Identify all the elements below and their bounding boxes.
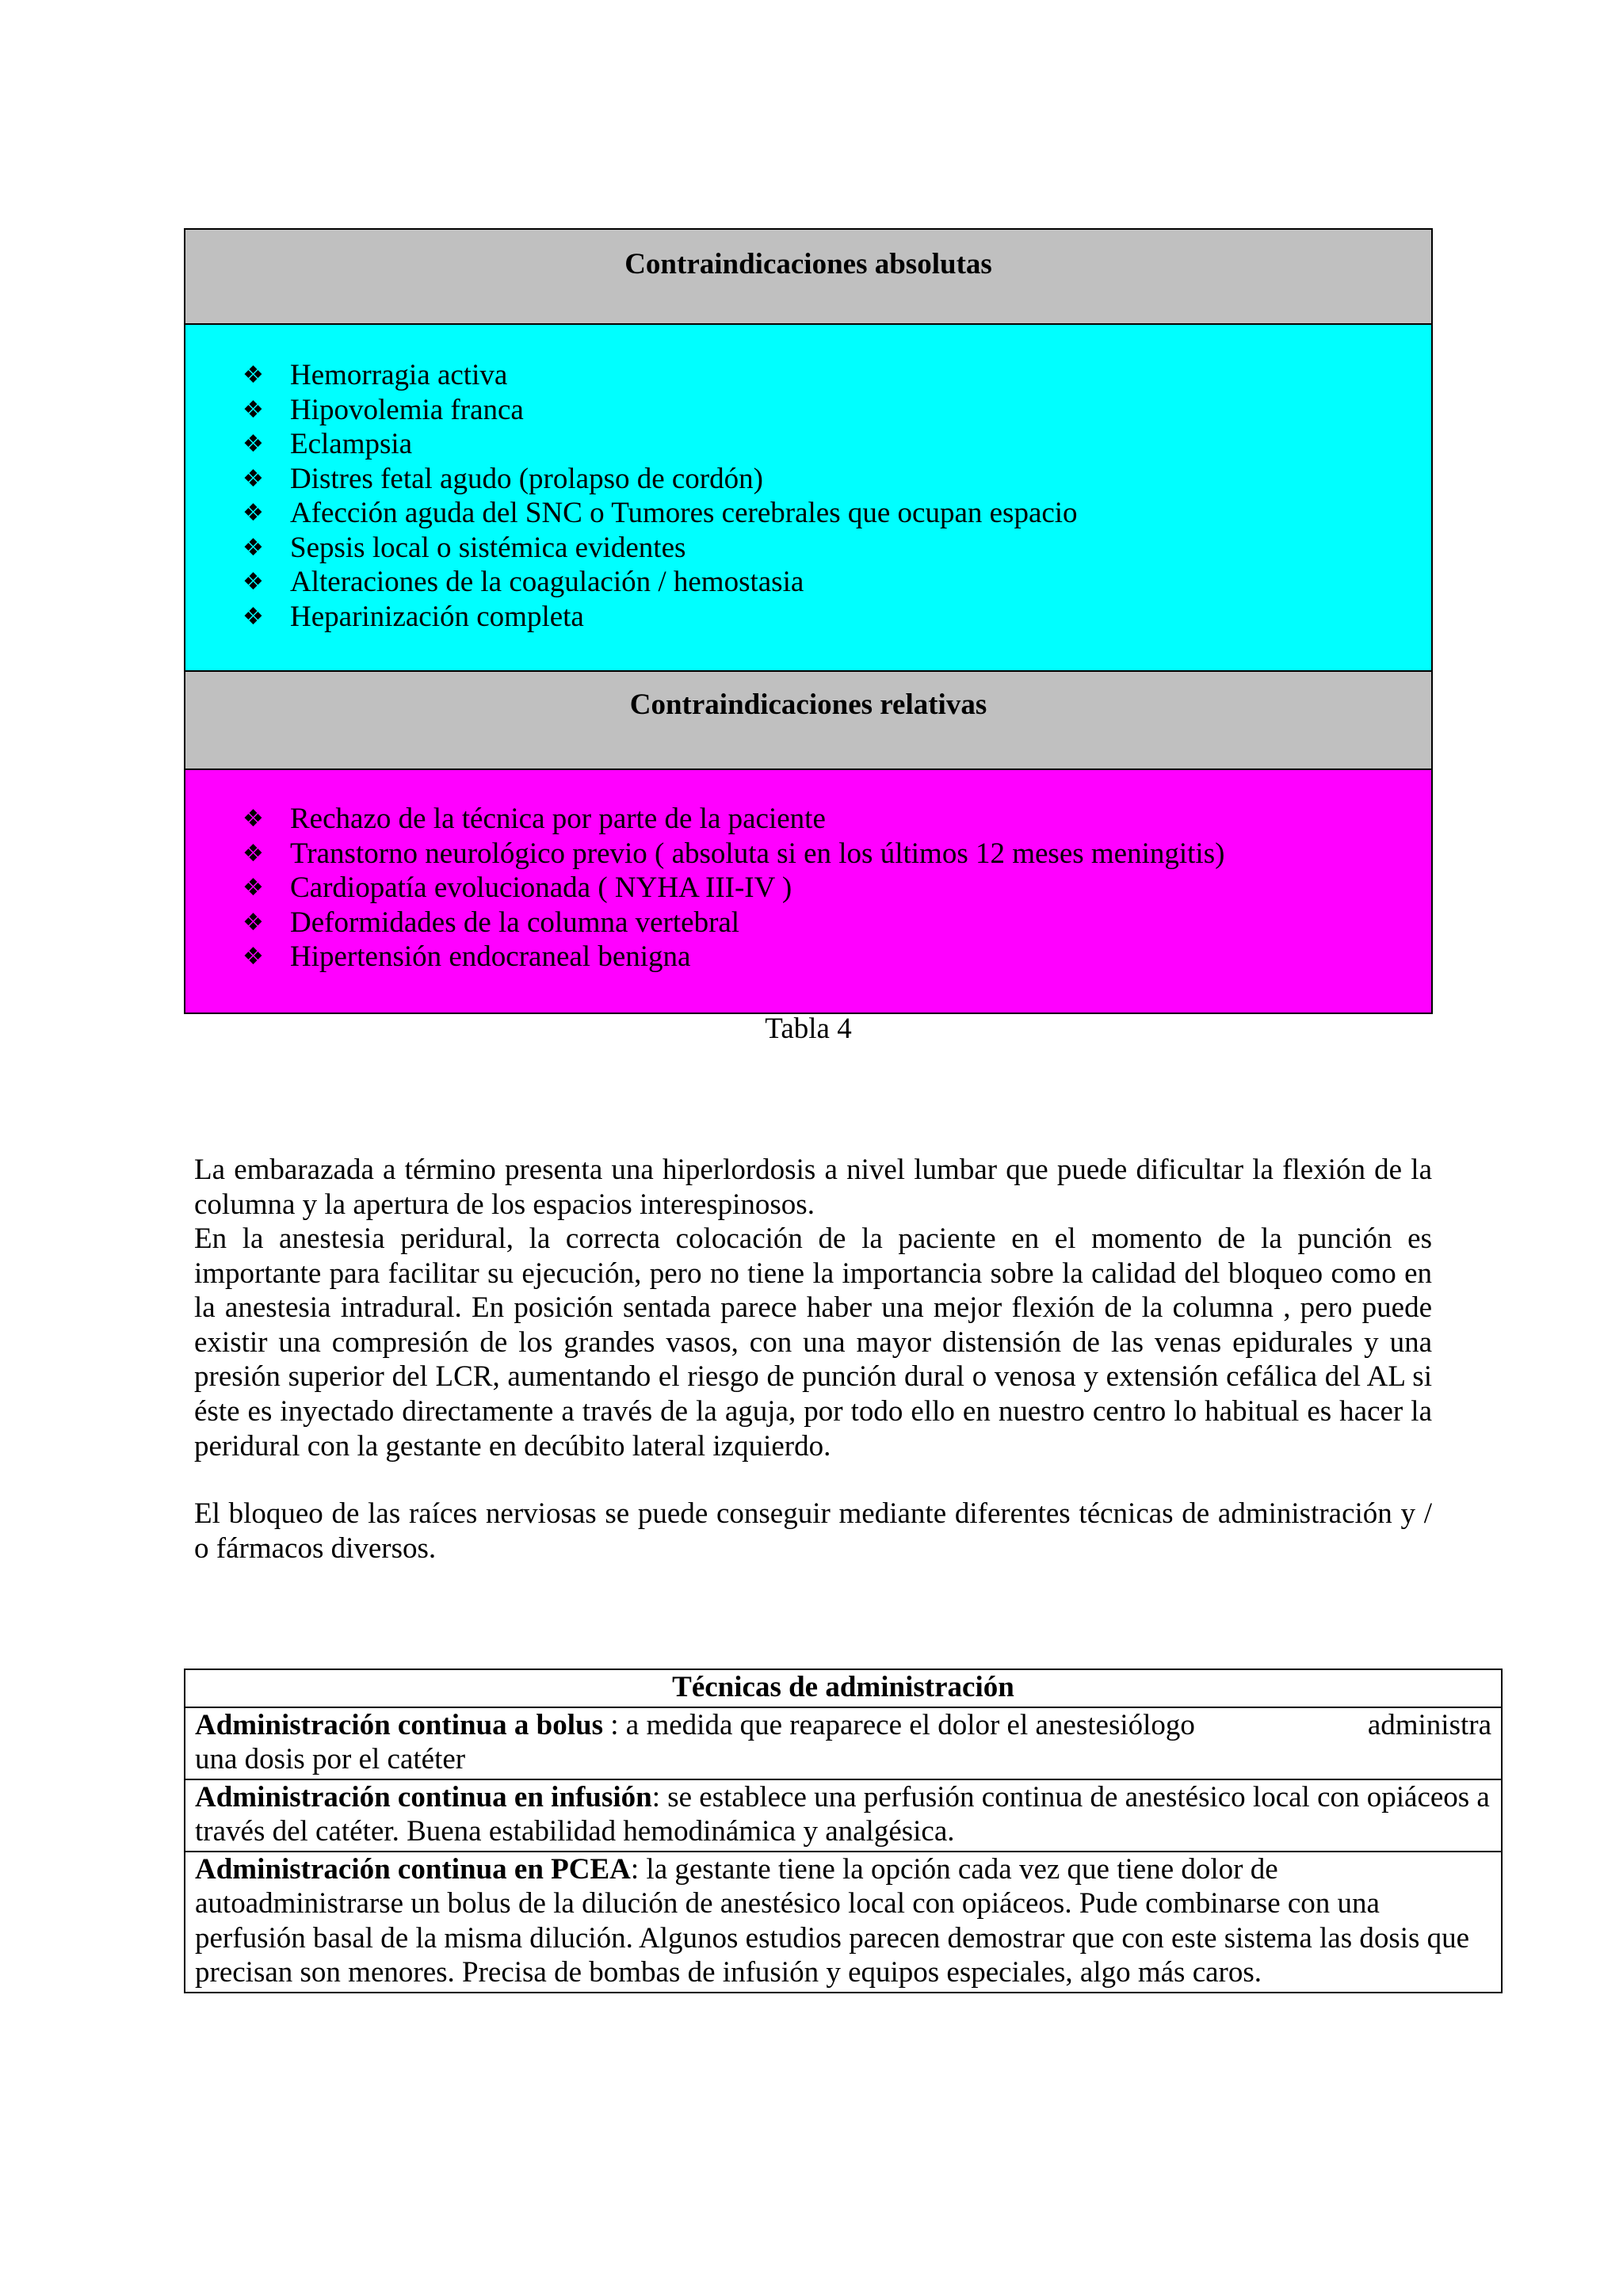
technique-text-pcea: : la gestante tiene la opción cada vez que tiene dolor de autoadministrarse un bolus de la dilución de anestésico local con opiáceos. Pude combinarse con una perfusión basal de la misma dilución. Algunos estudios parecen demostrar que con este sistema las dosis que precisan son menores. Precisa de bombas de infusión y equipos especiales, algo más caros. [195, 1852, 1470, 1989]
diamond-bullet-icon: ❖ [242, 874, 264, 902]
list-item [242, 462, 1431, 497]
absolute-contraindications-list [185, 358, 1431, 634]
list-item-text: Afección aguda del SNC o Tumores cerebrales que ocupan espacio [290, 497, 1078, 529]
diamond-bullet-icon: ❖ [242, 533, 264, 562]
technique-label-pcea: Administración continua en PCEA [195, 1852, 631, 1886]
techniques-table [184, 1669, 1503, 1993]
contraindications-table [184, 228, 1433, 1014]
technique-cell-infusion [185, 1779, 1502, 1852]
diamond-bullet-icon: ❖ [242, 943, 264, 971]
list-item-text: Deformidades de la columna vertebral [290, 906, 740, 939]
technique-label-bolus: Administración continua a bolus [195, 1708, 604, 1741]
list-item-text: Rechazo de la técnica por parte de la paciente [290, 803, 826, 835]
relative-contraindications-list [185, 802, 1431, 974]
list-item [242, 531, 1431, 566]
diamond-bullet-icon: ❖ [242, 395, 264, 424]
diamond-bullet-icon: ❖ [242, 430, 264, 458]
diamond-bullet-icon: ❖ [242, 805, 264, 833]
technique-row-infusion [185, 1779, 1502, 1852]
diamond-bullet-icon: ❖ [242, 464, 264, 493]
technique-text-bolus-line2: una dosis por el catéter [195, 1743, 466, 1775]
list-item-text: Alteraciones de la coagulación / hemostasia [290, 566, 804, 598]
technique-row-pcea [185, 1852, 1502, 1993]
list-item-text: Heparinización completa [290, 600, 584, 633]
technique-row-bolus [185, 1707, 1502, 1779]
list-item-text: Distres fetal agudo (prolapso de cordón) [290, 462, 763, 495]
list-item [242, 837, 1431, 871]
absolute-contraindications-header: Contraindicaciones absolutas [185, 230, 1431, 325]
paragraph-hiperlordosis: La embarazada a término presenta una hiperlordosis a nivel lumbar que puede dificultar la flexión de la columna y la apertura de los espacios interespinosos. [194, 1154, 1432, 1221]
diamond-bullet-icon: ❖ [242, 839, 264, 868]
list-item [242, 496, 1431, 531]
list-item-text: Cardiopatía evolucionada ( NYHA III-IV ) [290, 871, 792, 904]
list-item-text: Eclampsia [290, 428, 413, 460]
list-item [242, 358, 1431, 393]
list-item [242, 427, 1431, 462]
diamond-bullet-icon: ❖ [242, 568, 264, 596]
technique-cell-pcea [185, 1852, 1502, 1993]
technique-text-infusion: : se establece una perfusión continua de anestésico local con opiáceos a través del catéter. Buena estabilidad hemodinámica y analgésica. [195, 1780, 1490, 1848]
diamond-bullet-icon: ❖ [242, 602, 264, 631]
paragraph-anestesia-peridural: En la anestesia peridural, la correcta colocación de la paciente en el momento de la punción es importante para facilitar su ejecución, pero no tiene la importancia sobre la calidad del bloqueo como en la anestesia intradural. En posición sentada parece haber una mejor flexión de la columna , pero puede existir una compresión de los grandes vasos, con una mayor distensión de las venas epidurales y una presión superior del LCR, aumentando el riesgo de punción dural o venosa y extensión cefálica del AL si éste es inyectado directamente a través de la aguja, por todo ello en nuestro centro lo habitual es hacer la peridural con la gestante en decúbito lateral izquierdo. [194, 1222, 1432, 1463]
list-item [242, 940, 1431, 974]
list-item [242, 393, 1431, 428]
relative-contraindications-cell [185, 770, 1431, 1013]
technique-bolus-line1 [195, 1708, 1491, 1743]
technique-label-infusion: Administración continua en infusión [195, 1780, 652, 1814]
paragraph-bloqueo-raices: El bloqueo de las raíces nerviosas se puede conseguir mediante diferentes técnicas de administración y / o fármacos diversos. [194, 1497, 1432, 1565]
list-item-text: Hipertensión endocraneal benigna [290, 940, 691, 973]
technique-cell-bolus [185, 1707, 1502, 1779]
techniques-header: Técnicas de administración [185, 1669, 1502, 1707]
list-item-text: Sepsis local o sistémica evidentes [290, 531, 686, 564]
list-item-text: Transtorno neurológico previo ( absoluta si en los últimos 12 meses meningitis) [290, 837, 1225, 870]
list-item [242, 600, 1431, 635]
technique-text-bolus-right: administra [1367, 1708, 1491, 1741]
technique-text-bolus: : a medida que reaparece el dolor el anestesiólogo [603, 1708, 1195, 1741]
diamond-bullet-icon: ❖ [242, 908, 264, 936]
table-caption: Tabla 4 [765, 1013, 852, 1045]
list-item-text: Hemorragia activa [290, 359, 508, 391]
list-item [242, 565, 1431, 600]
list-item [242, 871, 1431, 906]
relative-contraindications-header: Contraindicaciones relativas [185, 672, 1431, 770]
list-item [242, 906, 1431, 940]
diamond-bullet-icon: ❖ [242, 499, 264, 527]
diamond-bullet-icon: ❖ [242, 361, 264, 389]
list-item-text: Hipovolemia franca [290, 393, 524, 426]
techniques-header-row [185, 1669, 1502, 1707]
list-item [242, 802, 1431, 837]
absolute-contraindications-cell [185, 325, 1431, 672]
